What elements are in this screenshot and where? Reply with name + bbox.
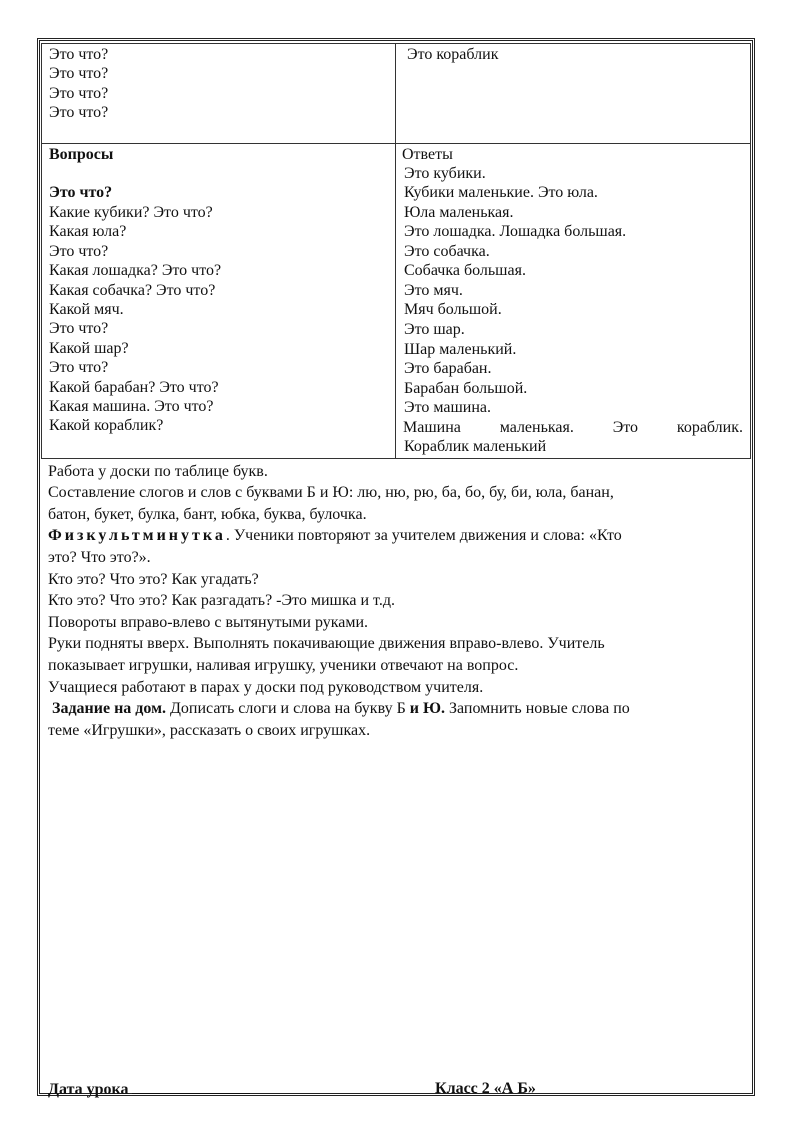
answer-item: Шар маленький.: [404, 341, 517, 358]
answer-item: Юла маленькая.: [404, 204, 514, 221]
question-item: Какая юла?: [49, 223, 127, 240]
question-item: Это что?: [49, 184, 113, 201]
homework-text: Дописать слоги и слова на букву Б: [165, 700, 410, 717]
body-paragraph: батон, букет, булка, бант, юбка, буква, булочка.: [48, 506, 367, 523]
answer-item: Это барабан.: [404, 360, 492, 377]
body-paragraph: показывает игрушки, наливая игрушку, ученики отвечают на вопрос.: [48, 657, 519, 674]
homework-label: Задание на дом.: [52, 700, 166, 717]
question-item: Какая собачка? Это что?: [49, 282, 216, 299]
question-item: Это что?: [49, 359, 109, 376]
body-paragraph: Учащиеся работают в парах у доски под руководством учителя.: [48, 679, 484, 696]
top-left-line: Это что?: [49, 104, 109, 121]
answer-item: Это шар.: [404, 321, 465, 338]
body-paragraph: Повороты вправо-влево с вытянутыми руками.: [48, 614, 369, 631]
body-paragraph: Руки подняты вверх. Выполнять покачивающие движения вправо-влево. Учитель: [48, 635, 605, 652]
question-item: Какой кораблик?: [49, 417, 164, 434]
answer-item: Это лошадка. Лошадка большая.: [404, 223, 627, 240]
questions-header: Вопросы: [49, 146, 114, 163]
answer-item: Мяч большой.: [404, 301, 502, 318]
answer-item: Собачка большая.: [404, 262, 526, 279]
answer-item: Кубики маленькие. Это юла.: [404, 184, 598, 201]
top-left-line: Это что?: [49, 46, 109, 63]
fizminutka-line: [48, 526, 622, 546]
question-item: Какая машина. Это что?: [49, 398, 214, 415]
top-left-line: Это что?: [49, 85, 109, 102]
answer-item: Барабан большой.: [404, 380, 528, 397]
body-paragraph: Составление слогов и слов с буквами Б и Ю: лю, ню, рю, ба, бо, бу, би, юла, банан,: [48, 484, 614, 501]
body-paragraph: это? Что это?».: [48, 549, 151, 566]
answer-item: Это кубики.: [404, 165, 486, 182]
question-item: Какой шар?: [49, 340, 129, 357]
question-item: Какая лошадка? Это что?: [49, 262, 222, 279]
fizminutka-text: . Ученики повторяют за учителем движения и слова: «Кто: [225, 527, 622, 544]
question-item: Это что?: [49, 320, 109, 337]
question-item: Какой мяч.: [49, 301, 124, 318]
homework-text: Запомнить новые слова по: [445, 700, 630, 717]
fizminutka-label: Физкультминутка: [48, 527, 226, 544]
body-paragraph: Кто это? Что это? Как угадать?: [48, 571, 259, 588]
body-paragraph: Кто это? Что это? Как разгадать? -Это мишка и т.д.: [48, 592, 395, 609]
answer-justified-line: [403, 418, 743, 438]
answer-word: Машина: [403, 419, 461, 436]
answer-item: Кораблик маленький: [404, 438, 547, 455]
top-right-text: Это кораблик: [407, 46, 499, 63]
answer-item: Это машина.: [404, 399, 492, 416]
answers-header: Ответы: [402, 146, 453, 163]
question-item: Какой барабан? Это что?: [49, 379, 219, 396]
lesson-date-blank: [132, 1079, 250, 1094]
answer-word: Это: [612, 419, 639, 436]
class-label: Класс 2 «А Б»: [435, 1080, 536, 1097]
answer-item: Это мяч.: [404, 282, 463, 299]
homework-line: [52, 699, 630, 719]
body-paragraph: теме «Игрушки», рассказать о своих игрушках.: [48, 722, 371, 739]
answer-item: Это собачка.: [404, 243, 490, 260]
top-left-line: Это что?: [49, 65, 109, 82]
answer-word: маленькая.: [499, 419, 574, 436]
body-paragraph: Работа у доски по таблице букв.: [48, 463, 268, 480]
question-item: Какие кубики? Это что?: [49, 204, 213, 221]
question-item: Это что?: [49, 243, 109, 260]
lesson-date-label: [48, 1079, 250, 1100]
answer-word: кораблик.: [676, 419, 743, 436]
lesson-date-text: Дата урока: [48, 1081, 129, 1098]
homework-letters: и Ю.: [409, 700, 445, 717]
